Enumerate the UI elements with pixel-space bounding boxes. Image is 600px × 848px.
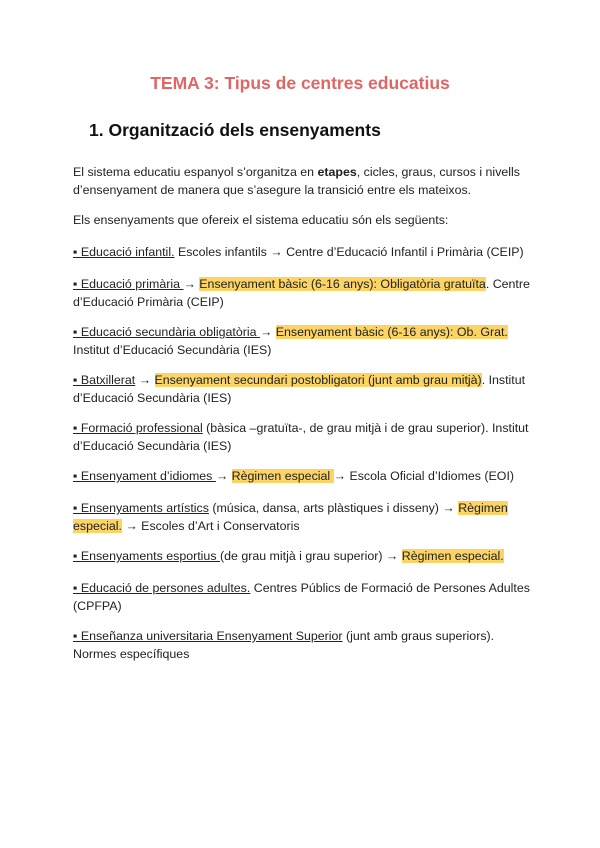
item-name: ▪ Educació primària xyxy=(73,277,184,291)
document-title: TEMA 3: Tipus de centres educatius xyxy=(150,73,450,93)
section-title: Organització dels ensenyaments xyxy=(108,120,381,140)
item-name: ▪ Ensenyament d’idiomes xyxy=(73,469,216,483)
highlight: Règimen especial xyxy=(231,469,334,483)
list-item-eso: ▪ Educació secundària obligatòria → Ensenyament bàsic (6-16 anys): Ob. Grat. Institut d’Educació Secundària (IES) xyxy=(73,325,508,357)
highlight: Ensenyament bàsic (6-16 anys): Ob. Grat. xyxy=(275,325,508,339)
intro-bold: etapes xyxy=(317,165,357,179)
item-name: ▪ Educació secundària obligatòria xyxy=(73,325,260,339)
list-item-fp: ▪ Formació professional (bàsica –gratuïta-, de grau mitjà i de grau superior). Institut d’Educació Secundària (IES) xyxy=(73,421,529,453)
list-item-infantil: ▪ Educació infantil. Escoles infantils → Centre d’Educació Infantil i Primària (CEIP) xyxy=(73,245,524,259)
list-item-batxillerat: ▪ Batxillerat → Ensenyament secundari postobligatori (junt amb grau mitjà). Institut d’Educació Secundària (IES) xyxy=(73,373,526,405)
item-name: ▪ Ensenyaments esportius xyxy=(73,549,220,563)
section-number: 1. xyxy=(89,120,104,140)
item-name: ▪ Formació professional xyxy=(73,421,203,435)
list-item-universitaria: ▪ Enseñanza universitaria Ensenyament Superior (junt amb graus superiors). Normes específiques xyxy=(73,629,495,661)
list-item-primaria: ▪ Educació primària → Ensenyament bàsic (6-16 anys): Obligatòria gratuïta. Centre d’Educació Primària (CEIP) xyxy=(73,277,530,309)
intro-paragraph: El sistema educatiu espanyol s’organitza en etapes, cicles, graus, cursos i nivells d’ensenyament de manera que s’asegure la transició entre els mateixos. xyxy=(73,165,520,197)
section-heading xyxy=(89,120,381,141)
list-item-idiomes: ▪ Ensenyament d’idiomes → Règimen especial → Escola Oficial d’Idiomes (EOI) xyxy=(73,469,515,483)
highlight: Règimen especial. xyxy=(401,549,504,563)
item-name: ▪ Educació infantil. xyxy=(73,245,175,259)
list-intro: Els ensenyaments que ofereix el sistema educatiu són els següents: xyxy=(73,213,449,227)
item-name: ▪ Batxillerat xyxy=(73,373,136,387)
item-name: ▪ Enseñanza universitaria Ensenyament Superior xyxy=(73,629,343,643)
highlight: Règimen especial. xyxy=(73,501,508,533)
list-item-esportius: ▪ Ensenyaments esportius (de grau mitjà i grau superior) → Règimen especial. xyxy=(73,549,504,563)
item-name: ▪ Educació de persones adultes. xyxy=(73,581,251,595)
list-item-adultes: ▪ Educació de persones adultes. Centres Públics de Formació de Persones Adultes (CPFPA) xyxy=(73,581,530,613)
highlight: Ensenyament secundari postobligatori (junt amb grau mitjà) xyxy=(154,373,482,387)
item-name: ▪ Ensenyaments artístics xyxy=(73,501,209,515)
list-item-artistics: ▪ Ensenyaments artístics (música, dansa, arts plàstiques i disseny) → Règimen especial. → Escoles d’Art i Conservatoris xyxy=(73,501,508,533)
highlight: Ensenyament bàsic (6-16 anys): Obligatòria gratuïta xyxy=(199,277,486,291)
